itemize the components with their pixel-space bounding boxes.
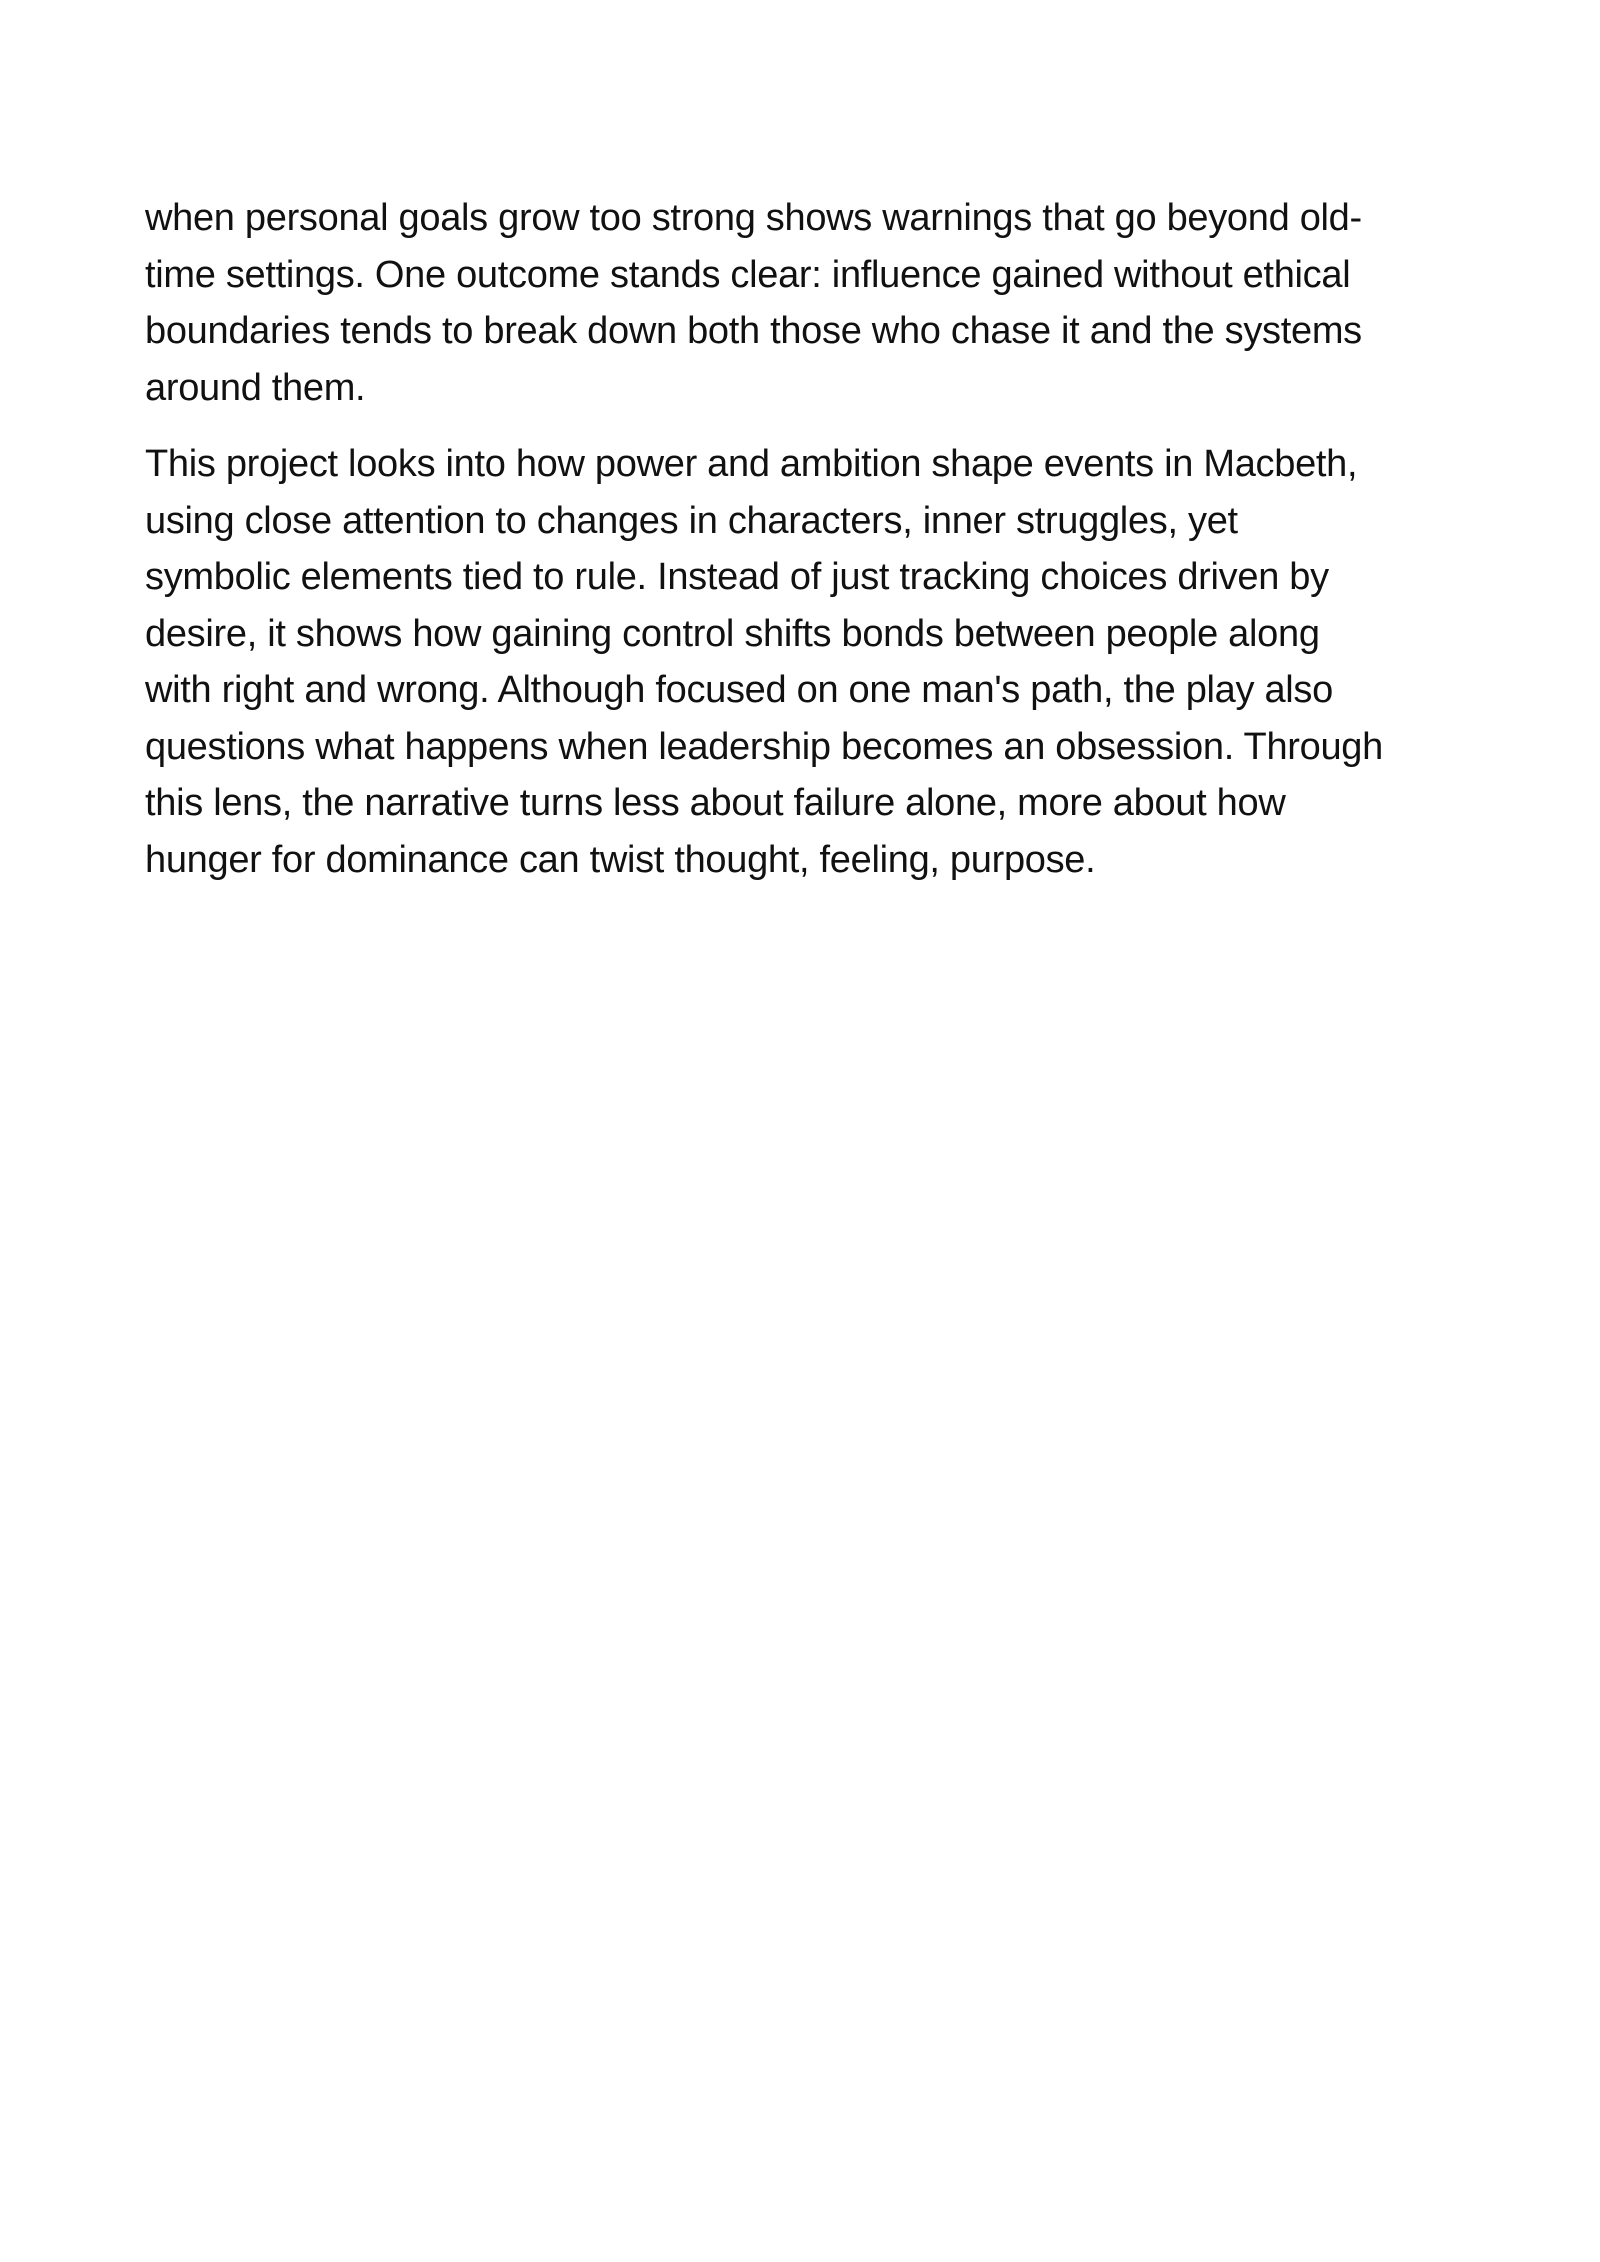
paragraph-2: [145, 436, 1455, 888]
text-line: This project looks into how power and ambition shape events in Macbeth,: [145, 443, 1358, 485]
text-line: this lens, the narrative turns less about failure alone, more about how: [145, 782, 1286, 824]
paragraph-1: [145, 190, 1455, 416]
text-line: desire, it shows how gaining control shifts bonds between people along: [145, 612, 1320, 655]
text-line: symbolic elements tied to rule. Instead of just tracking choices driven by: [145, 556, 1329, 598]
text-line: when personal goals grow too strong shows warnings that go beyond old-: [145, 197, 1362, 239]
text-line: with right and wrong. Although focused on one man's path, the play also: [145, 669, 1333, 711]
text-line: questions what happens when leadership becomes an obsession. Through: [145, 725, 1383, 768]
text-line: using close attention to changes in characters, inner struggles, yet: [145, 499, 1238, 542]
text-line: time settings. One outcome stands clear: influence gained without ethical: [145, 253, 1351, 296]
body-text: [145, 190, 1455, 908]
text-line: around them.: [145, 366, 366, 409]
text-line: hunger for dominance can twist thought, feeling, purpose.: [145, 838, 1096, 881]
text-line: boundaries tends to break down both those who chase it and the systems: [145, 310, 1362, 352]
